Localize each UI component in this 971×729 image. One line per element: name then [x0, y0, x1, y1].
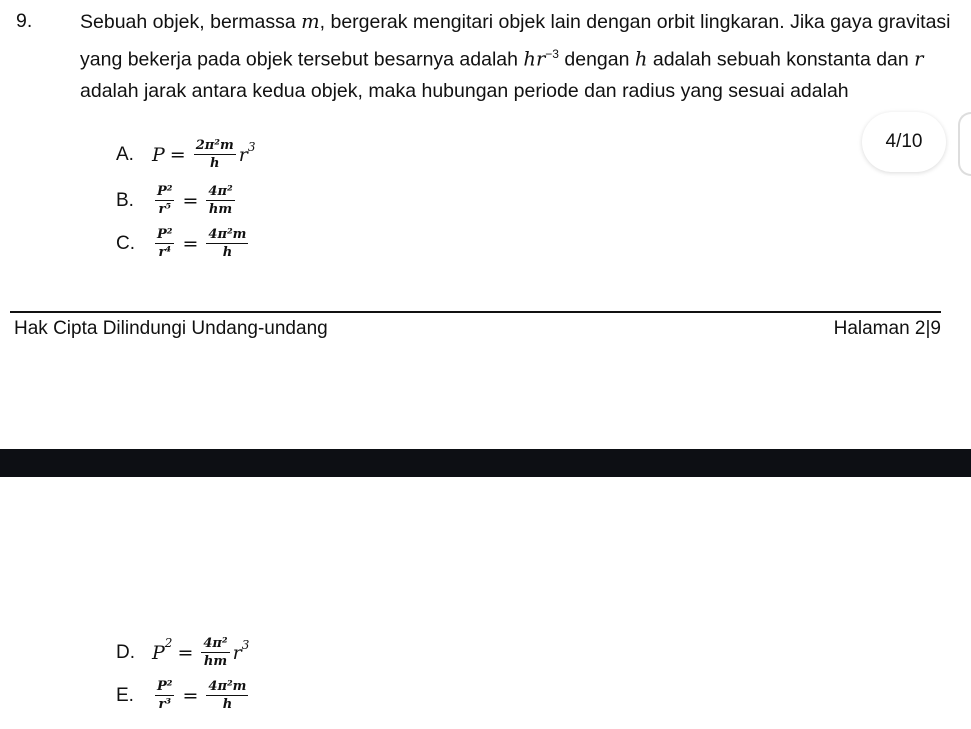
- option-a[interactable]: A. P = $\frac{\text{2π²m}}{h}$ r $^3$: [116, 138, 256, 171]
- page-counter[interactable]: 4/10: [862, 112, 946, 172]
- option-c[interactable]: C. $\frac{\text{P²}}{\text{r⁴}}$ = $\frac{\text{4π²m}}{h}$: [116, 227, 247, 260]
- question-text: Sebuah objek, bermassa m, bergerak mengitari objek lain dengan orbit lingkaran. Jika gaya gravitasi yang bekerja pada objek tersebut besarnya adalah $hr^{-3}$ dengan h adalah sebuah konstanta dan r adalah jarak antara kedua objek, maka hubungan periode dan radius yang sesuai adalah: [80, 10, 951, 102]
- question-number: 9.: [16, 10, 33, 32]
- next-page-button[interactable]: [958, 112, 971, 176]
- option-d[interactable]: D. P $^2$ = $\frac{\text{4π²}}{hm}$ r $^3$: [116, 636, 250, 669]
- footer-divider: [10, 311, 941, 313]
- option-e[interactable]: E. $\frac{\text{P²}}{\text{r³}}$ = $\frac{\text{4π²m}}{h}$: [116, 679, 247, 712]
- footer-page-number: Halaman 2|9: [833, 318, 941, 339]
- option-b[interactable]: B. $\frac{\text{P²}}{\text{r⁵}}$ = $\frac{\text{4π²}}{hm}$: [116, 184, 233, 217]
- question: [16, 6, 961, 107]
- footer-copyright: Hak Cipta Dilindungi Undang-undang: [14, 318, 328, 339]
- page-separator: [0, 449, 971, 477]
